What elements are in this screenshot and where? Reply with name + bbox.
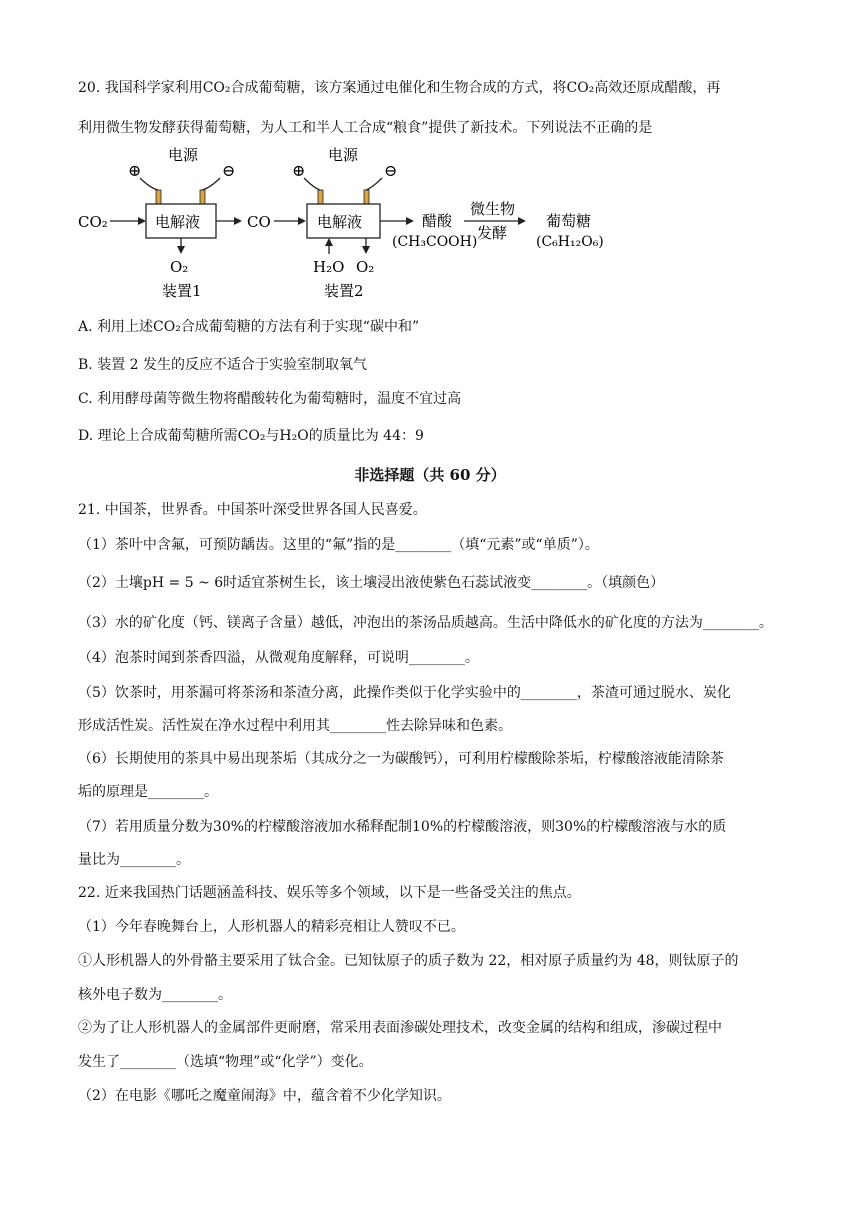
acetic-acid-formula: (CH₃COOH)	[392, 234, 478, 250]
q22-stem: 22. 近来我国热门话题涵盖科技、娱乐等多个领域，以下是一些备受关注的焦点。	[78, 885, 581, 901]
q21-part5b: 形成活性炭。活性炭在净水过程中利用其________性去除异味和色素。	[78, 718, 512, 734]
q21-stem: 21. 中国茶，世界香。中国茶叶深受世界各国人民喜爱。	[78, 502, 427, 518]
q21-part7b: 量比为________。	[78, 852, 190, 868]
power-label-2: 电源	[328, 146, 359, 164]
ferment-label: 发酵	[477, 224, 508, 242]
h2o-input: H₂O	[313, 258, 345, 276]
q21-part7a: （7）若用质量分数为30%的柠檬酸溶液加水稀释配制10%的柠檬酸溶液，则30%的柠檬酸溶液与水的质	[78, 819, 727, 835]
plus-icon: ⊕	[128, 161, 142, 180]
co2-to-glucose-diagram	[70, 140, 630, 305]
q20-option-a: A. 利用上述CO₂合成葡萄糖的方法有利于实现“碳中和”	[78, 319, 420, 335]
co2-input: CO₂	[78, 213, 108, 231]
electrolyte-label-1: 电解液	[155, 213, 201, 231]
electrode-right-2	[364, 190, 369, 204]
q22-item1a: ①人形机器人的外骨骼主要采用了钛合金。已知钛原子的质子数为 22，相对原子质量约为 48，则钛原子的	[78, 953, 739, 969]
device1-label: 装置1	[162, 282, 202, 300]
q20-option-d: D. 理论上合成葡萄糖所需CO₂与H₂O的质量比为 44：9	[78, 428, 424, 444]
device2-label: 装置2	[324, 282, 364, 300]
device2	[292, 146, 397, 300]
q21-part1: （1）茶叶中含氟，可预防龋齿。这里的“氟”指的是________（填“元素”或“单质”）。	[78, 537, 599, 553]
glucose-formula: (C₆H₁₂O₆)	[536, 234, 604, 250]
electrode-left-2	[318, 190, 323, 204]
acetic-acid-label: 醋酸	[422, 212, 453, 230]
q22-item1b: 核外电子数为________。	[78, 987, 232, 1003]
minus-icon: ⊖	[222, 161, 236, 180]
q21-part6a: （6）长期使用的茶具中易出现茶垢（其成分之一为碳酸钙），可利用柠檬酸除茶垢，柠檬酸溶液能清除茶	[78, 751, 724, 767]
q21-part4: （4）泡茶时闻到茶香四溢，从微观角度解释，可说明________。	[78, 650, 479, 666]
q20-option-b: B. 装置 2 发生的反应不适合于实验室制取氧气	[78, 357, 367, 373]
q22-item2a: ②为了让人形机器人的金属部件更耐磨，常采用表面渗碳处理技术，改变金属的结构和组成，渗碳过程中	[78, 1020, 722, 1036]
section-title: 非选择题（共 60 分）	[354, 466, 506, 484]
q21-part5a: （5）饮茶时，用茶漏可将茶汤和茶渣分离，此操作类似于化学实验中的________，茶渣可通过脱水、炭化	[78, 685, 731, 701]
q20-stem-line1: 20. 我国科学家利用CO₂合成葡萄糖，该方案通过电催化和生物合成的方式，将CO₂高效还原成醋酸，再	[78, 80, 721, 96]
electrode-left-1	[156, 190, 161, 204]
q20-option-c: C. 利用酵母菌等微生物将醋酸转化为葡萄糖时，温度不宜过高	[78, 391, 462, 407]
q22-part2: （2）在电影《哪吒之魔童闹海》中，蕴含着不少化学知识。	[78, 1088, 451, 1104]
minus-icon: ⊖	[384, 161, 398, 180]
electrolyte-label-2: 电解液	[317, 213, 363, 231]
plus-icon: ⊕	[292, 161, 306, 180]
electrode-right-1	[200, 190, 205, 204]
power-label-1: 电源	[168, 146, 199, 164]
q22-item2b: 发生了________（选填“物理”或“化学”）变化。	[78, 1054, 373, 1070]
q21-part6b: 垢的原理是________。	[78, 784, 218, 800]
q22-part1: （1）今年春晚舞台上，人形机器人的精彩亮相让人赞叹不已。	[78, 919, 465, 935]
microbe-label: 微生物	[470, 200, 516, 218]
o2-output-2: O₂	[356, 258, 375, 276]
glucose-label: 葡萄糖	[546, 212, 592, 230]
q20-stem-line2: 利用微生物发酵获得葡萄糖，为人工和半人工合成“粮食”提供了新技术。下列说法不正确的是	[78, 120, 653, 136]
q21-part2: （2）土壤pH = 5 ~ 6时适宜茶树生长，该土壤浸出液使紫色石蕊试液变________。（填颜色）	[78, 575, 665, 591]
o2-output-1: O₂	[170, 258, 189, 276]
co-intermediate: CO	[247, 213, 271, 231]
q21-part3: （3）水的矿化度（钙、镁离子含量）越低，冲泡出的茶汤品质越高。生活中降低水的矿化度的方法为________。	[78, 615, 773, 631]
device1	[78, 146, 235, 300]
